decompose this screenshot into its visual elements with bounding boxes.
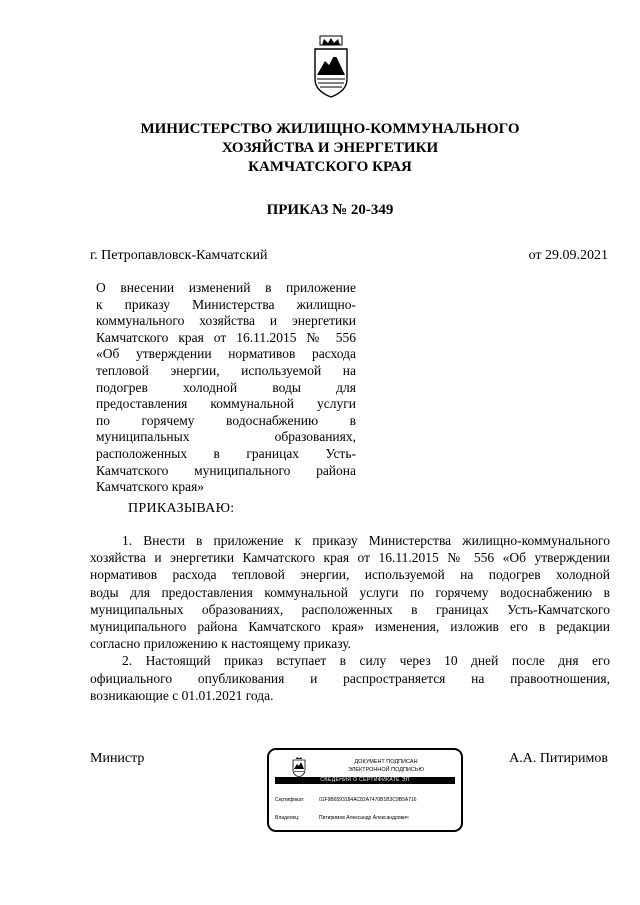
body-line: воды для предоставления коммунальной услуги по горячему водоснабжению в — [90, 584, 610, 600]
subject-line: муниципальных образованиях, — [96, 429, 356, 445]
stamp-cert-value: 01F9B6593184AC82A7470B1B3C9B5A716 — [319, 797, 417, 803]
body-line: нормативов расхода тепловой энергии, используемой на подогрев холодной — [90, 567, 610, 583]
signer-position: Министр — [90, 751, 145, 766]
order-body — [90, 532, 610, 704]
kamchatka-emblem-small-icon — [291, 756, 307, 778]
body-line: официального опубликования и распространяется на правоотношения, — [90, 670, 610, 686]
subject-line: подогрев холодной воды для — [96, 379, 356, 395]
stamp-cert-row — [275, 797, 417, 803]
stamp-owner-row — [275, 815, 409, 821]
order-title: ПРИКАЗ № 20-349 — [266, 202, 394, 218]
electronic-signature-stamp — [267, 748, 463, 832]
stamp-heading — [321, 758, 451, 774]
order-subject — [96, 280, 356, 496]
body-line: хозяйства и энергетики Камчатского края от 16.11.2015 № 556 «Об утверждении — [90, 550, 610, 566]
subject-line: тепловой энергии, используемой на — [96, 362, 356, 378]
body-line: согласно приложению к настоящему приказу. — [90, 636, 352, 652]
body-line: муниципальных образованиях, расположенных в границах Усть-Камчатского — [90, 601, 610, 617]
body-line: 1. Внести в приложение к приказу Министерства жилищно-коммунального — [122, 533, 610, 548]
ministry-line: МИНИСТЕРСТВО ЖИЛИЩНО-КОММУНАЛЬНОГО — [140, 121, 520, 137]
subject-line: Камчатского края от 16.11.2015 № 556 — [96, 329, 356, 345]
ministry-line: ХОЗЯЙСТВА И ЭНЕРГЕТИКИ — [221, 140, 439, 156]
subject-line: к приказу Министерства жилищно- — [96, 296, 356, 312]
stamp-certificate-bar: СВЕДЕНИЯ О СЕРТИФИКАТЕ ЭП — [275, 777, 455, 784]
subject-line: расположенных в границах Усть- — [96, 445, 356, 461]
stamp-owner-value: Питиримов Александр Александрович — [319, 815, 409, 821]
body-line: муниципального района Камчатского края» изменения, изложив его в редакции — [90, 619, 610, 635]
subject-line: коммунального хозяйства и энергетики — [96, 313, 356, 329]
subject-line: по горячему водоснабжению в — [96, 412, 356, 428]
stamp-owner-label: Владелец: — [275, 815, 300, 821]
kamchatka-coat-of-arms-icon — [311, 35, 351, 99]
order-date: от 29.09.2021 — [528, 248, 608, 263]
subject-line: «Об утверждении нормативов расхода — [96, 346, 356, 362]
city: г. Петропавловск-Камчатский — [90, 248, 268, 263]
stamp-heading-line: ЭЛЕКТРОННОЙ ПОДПИСЬЮ — [347, 767, 425, 773]
prikazyvayu-heading: ПРИКАЗЫВАЮ: — [128, 501, 235, 516]
subject-line: Камчатского края» — [96, 479, 205, 495]
subject-line: О внесении изменений в приложение — [96, 280, 356, 295]
subject-line: предоставления коммунальной услуги — [96, 396, 356, 412]
stamp-cert-label: Сертификат: — [275, 797, 305, 803]
stamp-heading-line: ДОКУМЕНТ ПОДПИСАН — [354, 759, 418, 765]
subject-line: Камчатского муниципального района — [96, 462, 356, 478]
ministry-name — [60, 120, 600, 177]
body-line: возникающие с 01.01.2021 года. — [90, 687, 274, 703]
body-line: 2. Настоящий приказ вступает в силу через 10 дней после дня его — [122, 653, 610, 669]
signer-name: А.А. Питиримов — [509, 751, 608, 766]
ministry-line: КАМЧАТСКОГО КРАЯ — [248, 159, 412, 175]
